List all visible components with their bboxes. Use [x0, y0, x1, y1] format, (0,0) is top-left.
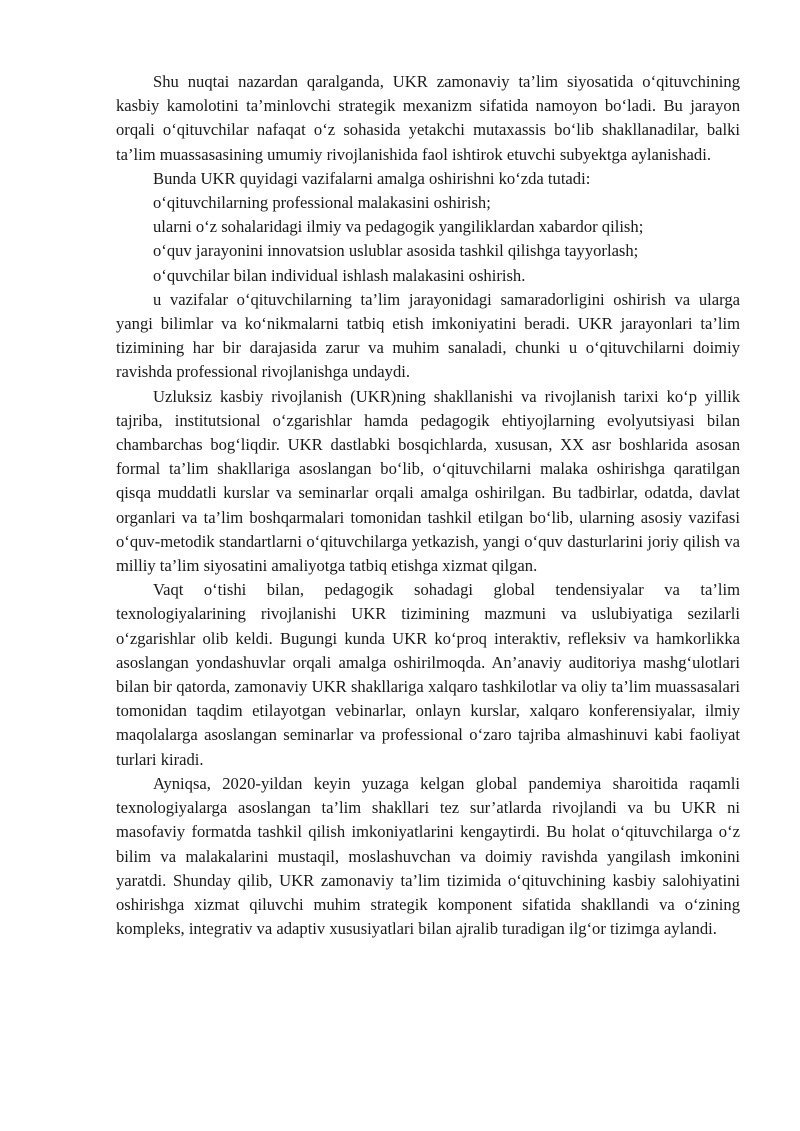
list-item: o‘quvchilar bilan individual ishlash malakasini oshirish.: [153, 265, 526, 285]
paragraph-1: Shu nuqtai nazardan qaralganda, UKR zamonaviy ta’lim siyosatida o‘qituvchining kasbiy kamolotini ta’minlovchi strategik mexanizm sifatida namoyon bo‘ladi. Bu jarayon orqali o‘qituvchilar nafaqat o‘z sohasida yetakchi mutaxassis bo‘lib shakllanadilar, balki ta’lim muassasasining umumiy rivojlanishida faol ishtirok etuvchi subyektga aylanishadi.: [116, 72, 740, 164]
list-item: ularni o‘z sohalaridagi ilmiy va pedagogik yangiliklardan xabardor qilish;: [153, 217, 644, 237]
paragraph-6: Ayniqsa, 2020-yildan keyin yuzaga kelgan global pandemiya sharoitida raqamli texnologiyalarga asoslangan ta’lim shakllari tez sur’atlarda rivojlandi va bu UKR ni masofaviy formatda tashkil qilish imkoniyatlarini kengaytirdi. Bu holat o‘qituvchilarga o‘z bilim va malakalarini mustaqil, moslashuvchan va doimiy ravishda yangilash imkonini yaratdi. Shunday qilib, UKR zamonaviy ta’lim tizimida o‘qituvchining kasbiy salohiyatini oshirishga xizmat qiluvchi muhim strategik komponent sifatida shakllandi va o‘zining kompleks, integrativ va adaptiv xususiyatlari bilan ajralib turadigan ilg‘or tizimga aylandi.: [116, 773, 740, 939]
paragraph-3: u vazifalar o‘qituvchilarning ta’lim jarayonidagi samaradorligini oshirish va ularga yangi bilimlar va ko‘nikmalarni tatbiq etish imkoniyatini beradi. UKR jarayonlari ta’lim tizimining har bir darajasida zarur va muhim sanaladi, chunki u o‘qituvchilarni doimiy ravishda professional rivojlanishga undaydi.: [116, 289, 740, 382]
list-item: o‘quv jarayonini innovatsion uslublar asosida tashkil qilishga tayyorlash;: [153, 241, 639, 261]
list-item: o‘qituvchilarning professional malakasini oshirish;: [153, 193, 491, 213]
document-page: [116, 70, 740, 941]
paragraph-5: Vaqt o‘tishi bilan, pedagogik sohadagi global tendensiyalar va ta’lim texnologiyalarining rivojlanishi UKR tizimining mazmuni va uslubiyatiga sezilarli o‘zgarishlar olib keldi. Bugungi kunda UKR ko‘proq interaktiv, refleksiv va hamkorlikka asoslangan yondashuvlar orqali amalga oshirilmoqda. An’anaviy auditoriya mashg‘ulotlari bilan bir qatorda, zamonaviy UKR shakllariga xalqaro tashkilotlar va oliy ta’lim muassasalari tomonidan taqdim etilayotgan vebinarlar, onlayn kurslar, xalqaro konferensiyalar, ilmiy maqolalarga asoslangan seminarlar va professional o‘zaro tajriba almashinuvi kabi faoliyat turlari kiradi.: [116, 580, 740, 769]
paragraph-4: Uzluksiz kasbiy rivojlanish (UKR)ning shakllanishi va rivojlanish tarixi ko‘p yillik tajriba, institutsional o‘zgarishlar hamda pedagogik ehtiyojlarning evolyutsiyasi bilan chambarchas bog‘liqdir. UKR dastlabki bosqichlarda, xususan, XX asr boshlarida asosan formal ta’lim shakllariga asoslangan bo‘lib, o‘qituvchilarni malaka oshirishga qaratilgan qisqa muddatli kurslar va seminarlar orqali amalga oshirilgan. Bu tadbirlar, odatda, davlat organlari va ta’lim boshqarmalari tomonidan tashkil etilgan bo‘lib, ularning asosiy vazifasi o‘quv-metodik standartlarni o‘qituvchilarga yetkazish, yangi o‘quv dasturlarini joriy qilish va milliy ta’lim siyosatini amaliyotga tatbiq etishga xizmat qilgan.: [116, 386, 740, 576]
paragraph-2: Bunda UKR quyidagi vazifalarni amalga oshirishni ko‘zda tutadi:: [153, 168, 591, 188]
